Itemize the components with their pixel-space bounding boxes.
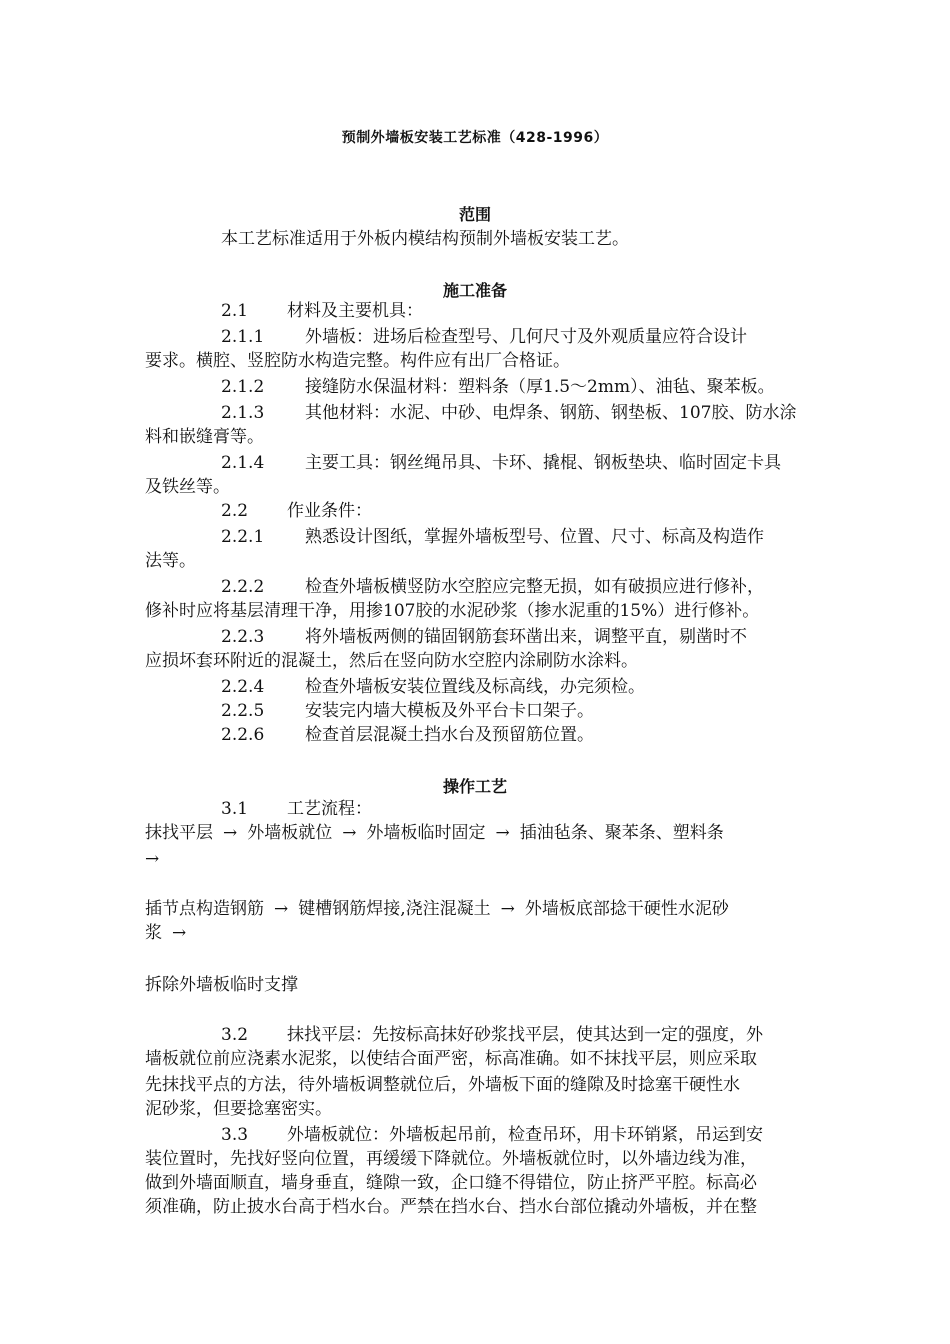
item-number: 2.2.5	[221, 701, 265, 721]
flow-row-1-wrap	[145, 846, 810, 872]
list-item	[221, 1022, 810, 1048]
arrow-right-icon: →	[145, 849, 160, 869]
item-number: 2.1	[221, 301, 249, 321]
item-text-continuation: 修补时应将基层清理干净，用掺107胶的水泥砂浆（掺水泥重的15%）进行修补。	[145, 601, 760, 621]
item-text: 将外墙板两侧的锚固钢筋套环凿出来，调整平直，剔凿时不	[305, 627, 747, 647]
item-number: 3.1	[221, 799, 249, 819]
paragraph-scope: 本工艺标准适用于外板内模结构预制外墙板安装工艺。	[221, 229, 629, 249]
item-text: 熟悉设计图纸，掌握外墙板型号、位置、尺寸、标高及构造作	[305, 527, 764, 547]
item-text: 工艺流程：	[287, 799, 372, 819]
flow-step: 键槽钢筋焊接,浇注混凝土	[298, 899, 491, 919]
item-text-continuation: 泥砂浆，但要捻塞密实。	[145, 1099, 332, 1119]
item-text-continuation: 要求。横腔、竖腔防水构造完整。构件应有出厂合格证。	[145, 351, 570, 371]
flow-row-2-wrap	[145, 920, 810, 946]
arrow-right-icon: →	[342, 823, 357, 843]
list-item	[221, 574, 810, 600]
arrow-right-icon: →	[223, 823, 238, 843]
item-number: 2.2.4	[221, 677, 265, 697]
section-heading-scope: 范围	[458, 205, 491, 224]
list-item	[221, 1122, 810, 1148]
flow-step: 外墙板就位	[247, 823, 333, 843]
item-text-continuation: 料和嵌缝膏等。	[145, 427, 264, 447]
list-item	[221, 324, 810, 350]
list-item	[221, 796, 810, 822]
list-item	[221, 298, 810, 324]
list-item	[221, 722, 810, 748]
item-text-continuation: 做到外墙面顺直，墙身垂直，缝隙一致，企口缝不得错位，防止挤严平腔。标高必	[145, 1173, 757, 1193]
item-text-continuation: 装位置时，先找好竖向位置，再缓缓下降就位。外墙板就位时，以外墙边线为准，	[145, 1149, 757, 1169]
item-number: 2.2.3	[221, 627, 265, 647]
document-title: 预制外墙板安装工艺标准（428-1996）	[341, 130, 609, 146]
arrow-right-icon: →	[274, 899, 289, 919]
item-number: 3.3	[221, 1125, 249, 1145]
flow-row-2	[145, 896, 810, 922]
item-text-continuation: 应损坏套环附近的混凝土，然后在竖向防水空腔内涂刷防水涂料。	[145, 651, 638, 671]
item-text: 安装完内墙大模板及外平台卡口架子。	[305, 701, 594, 721]
item-text-continuation: 先抹找平点的方法，待外墙板调整就位后，外墙板下面的缝隙及时捻塞干硬性水	[145, 1075, 740, 1095]
item-text: 作业条件：	[287, 501, 372, 521]
list-item	[221, 400, 810, 426]
item-text-continuation: 墙板就位前应浇素水泥浆，以使结合面严密，标高准确。如不抹找平层，则应采取	[145, 1049, 757, 1069]
arrow-right-icon: →	[495, 823, 510, 843]
item-text: 外墙板：进场后检查型号、几何尺寸及外观质量应符合设计	[305, 327, 747, 347]
item-text: 外墙板就位：外墙板起吊前，检查吊环，用卡环销紧，吊运到安	[287, 1125, 763, 1145]
item-number: 2.2.6	[221, 725, 265, 745]
flow-step: 插节点构造钢筋	[145, 899, 264, 919]
item-text: 主要工具：钢丝绳吊具、卡环、撬棍、钢板垫块、临时固定卡具	[305, 453, 781, 473]
item-text-continuation: 及铁丝等。	[145, 477, 230, 497]
arrow-right-icon: →	[172, 923, 187, 943]
list-item	[221, 674, 810, 700]
flow-step: 外墙板临时固定	[366, 823, 486, 843]
item-number: 2.2.1	[221, 527, 265, 547]
flow-step: 外墙板底部捻干硬性水泥砂	[524, 899, 729, 919]
item-number: 2.2	[221, 501, 249, 521]
list-item	[221, 624, 810, 650]
item-text: 检查外墙板安装位置线及标高线，办完须检。	[305, 677, 645, 697]
list-item	[221, 524, 810, 550]
flow-step: 抹找平层	[145, 823, 213, 843]
list-item	[221, 450, 810, 476]
item-number: 2.1.2	[221, 377, 265, 397]
item-text: 接缝防水保温材料：塑料条（厚1.5～2mm）、油毡、聚苯板。	[305, 377, 775, 397]
section-heading-prep: 施工准备	[442, 281, 507, 300]
item-text: 材料及主要机具：	[287, 301, 423, 321]
list-item	[221, 698, 810, 724]
item-text: 检查首层混凝土挡水台及预留筋位置。	[305, 725, 594, 745]
item-number: 2.2.2	[221, 577, 265, 597]
list-item	[221, 498, 810, 524]
flow-row-1	[145, 820, 810, 846]
flow-step: 插油毡条、聚苯条、塑料条	[519, 823, 724, 843]
flow-step: 浆	[145, 923, 162, 943]
item-text-continuation: 须准确，防止披水台高于档水台。严禁在挡水台、挡水台部位撬动外墙板，并在整	[145, 1197, 757, 1217]
arrow-right-icon: →	[500, 899, 515, 919]
item-number: 2.1.4	[221, 453, 265, 473]
section-heading-ops: 操作工艺	[442, 777, 507, 796]
flow-row-3	[145, 972, 810, 998]
item-text: 抹找平层：先按标高抹好砂浆找平层，使其达到一定的强度，外	[287, 1025, 763, 1045]
item-number: 2.1.1	[221, 327, 265, 347]
item-text: 检查外墙板横竖防水空腔应完整无损，如有破损应进行修补，	[305, 577, 764, 597]
flow-step: 拆除外墙板临时支撑	[145, 975, 298, 995]
item-text-continuation: 法等。	[145, 551, 196, 571]
item-number: 2.1.3	[221, 403, 265, 423]
item-number: 3.2	[221, 1025, 249, 1045]
item-text: 其他材料：水泥、中砂、电焊条、钢筋、钢垫板、107胶、防水涂	[305, 403, 797, 423]
list-item	[221, 374, 810, 400]
